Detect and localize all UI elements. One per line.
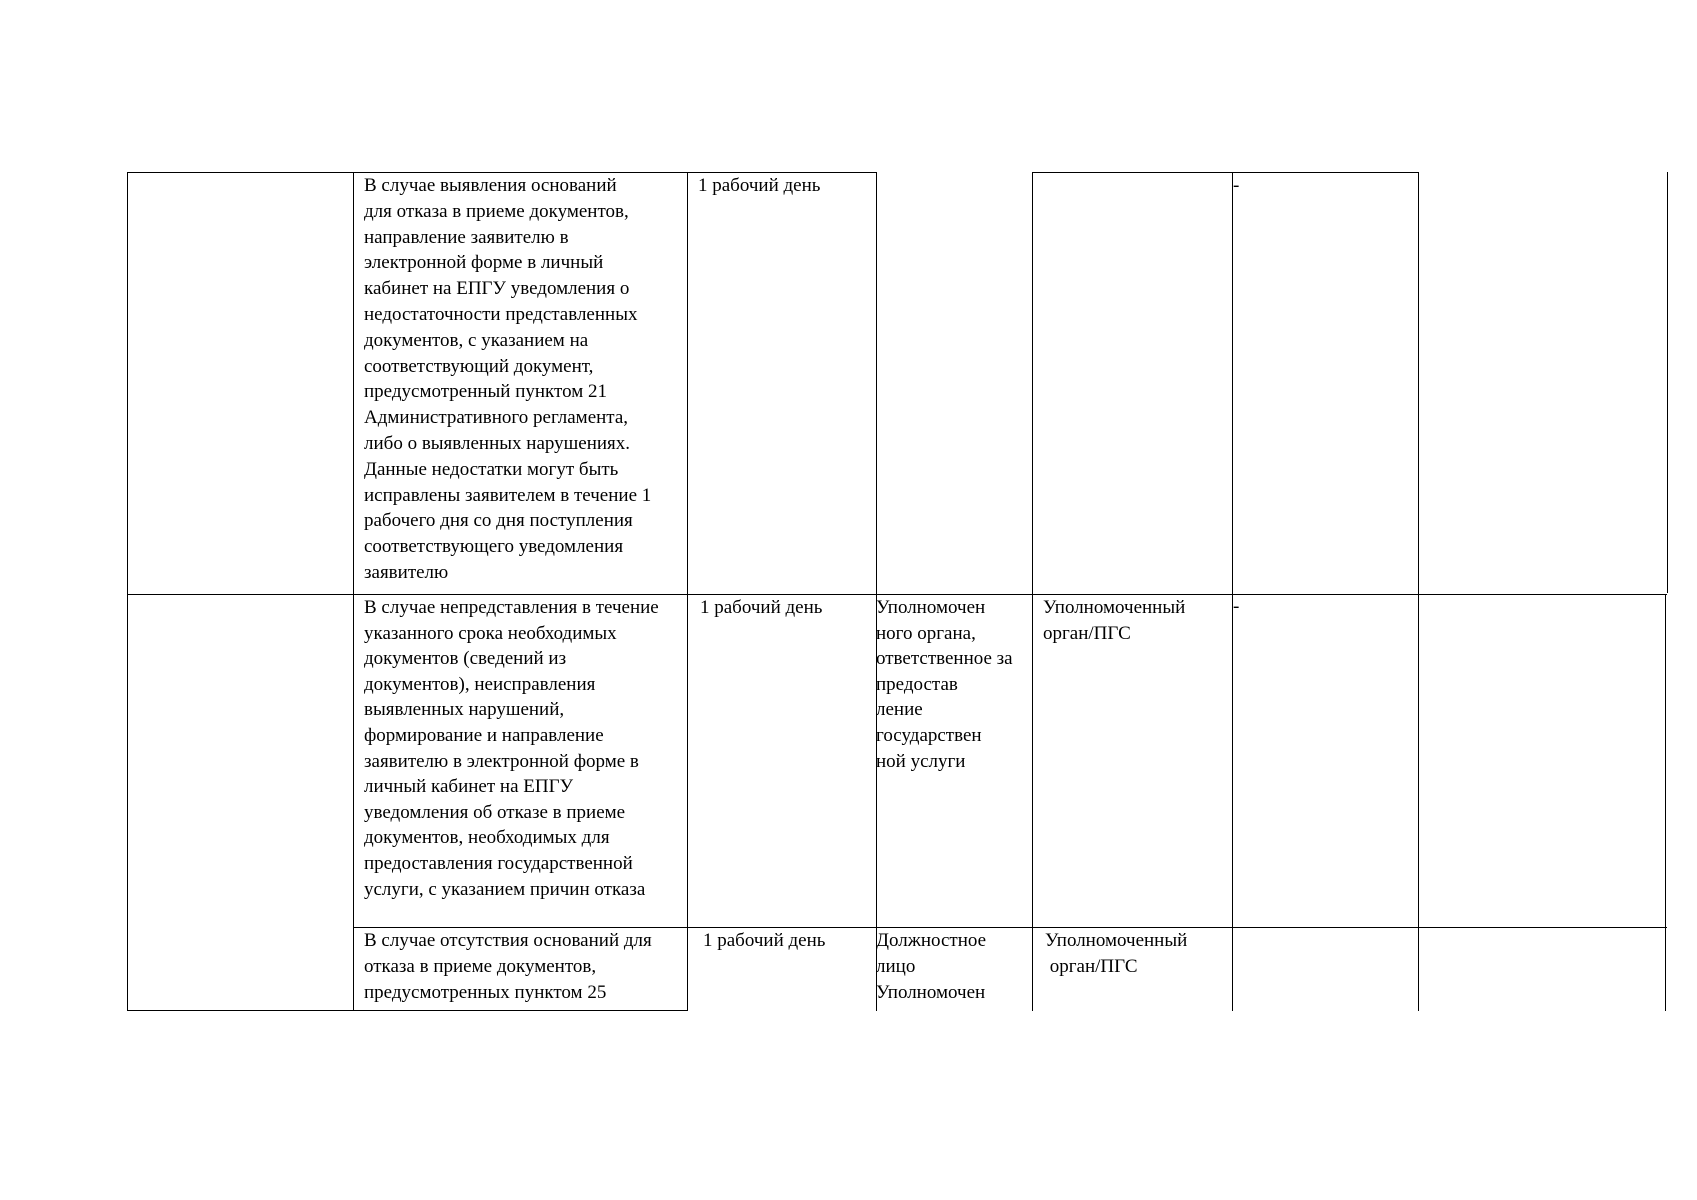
table-row-2-resources: - — [1233, 596, 1240, 617]
col-line-0 — [127, 172, 128, 1011]
table-row-2-official: Уполномочен ного органа, ответственное за предостав ление государствен ной услуги — [876, 597, 1013, 772]
table-row-3-term: 1 рабочий день — [703, 930, 826, 951]
col-line-6 — [1418, 172, 1419, 1011]
table-row-2-term: 1 рабочий день — [700, 597, 823, 618]
table-row-2-place: Уполномоченный орган/ПГС — [1043, 597, 1186, 644]
table-row-2-action: В случае непредставления в течение указанного срока необходимых документов (сведений из документов), неисправления выявленных нарушений, формирование и направление заявителю в электронной форме в личный кабинет на ЕПГУ уведомления об отказе в приеме документов, необходимых для предоставления государственной услуги, с указанием причин отказа — [364, 597, 659, 900]
table-row-3-official: Должностное лицо Уполномочен — [876, 930, 987, 1003]
col-line-4 — [1032, 172, 1033, 1011]
table-row-1-term: 1 рабочий день — [698, 175, 821, 196]
table-row-1-resources: - — [1233, 175, 1240, 196]
table-row-3-action: В случае отсутствия оснований для отказа в приеме документов, предусмотренных пунктом 25 — [364, 930, 652, 1003]
col-line-5 — [1232, 172, 1233, 1011]
table-row-1-action: В случае выявления оснований для отказа в приеме документов, направление заявителю в электронной форме в личный кабинет на ЕПГУ уведомления о недостаточности представленных документов, с указанием на соответствующий документ, предусмотренный пунктом 21 Административного регламента, либо о выявленных нарушениях. Данные недостатки могут быть исправлены заявителем в течение 1 рабочего дня со дня поступления соответствующего уведомления заявителю — [364, 175, 652, 583]
col-line-1 — [353, 172, 354, 1011]
col-line-7-upper — [1667, 172, 1668, 593]
table-bottom-border — [127, 1010, 687, 1011]
col-line-2 — [687, 172, 688, 1011]
table-top-border-right — [1032, 172, 1418, 173]
col-line-3 — [876, 172, 877, 1011]
col-line-7-lower — [1665, 594, 1666, 1011]
table-row-3-place: Уполномоченный орган/ПГС — [1045, 930, 1188, 977]
